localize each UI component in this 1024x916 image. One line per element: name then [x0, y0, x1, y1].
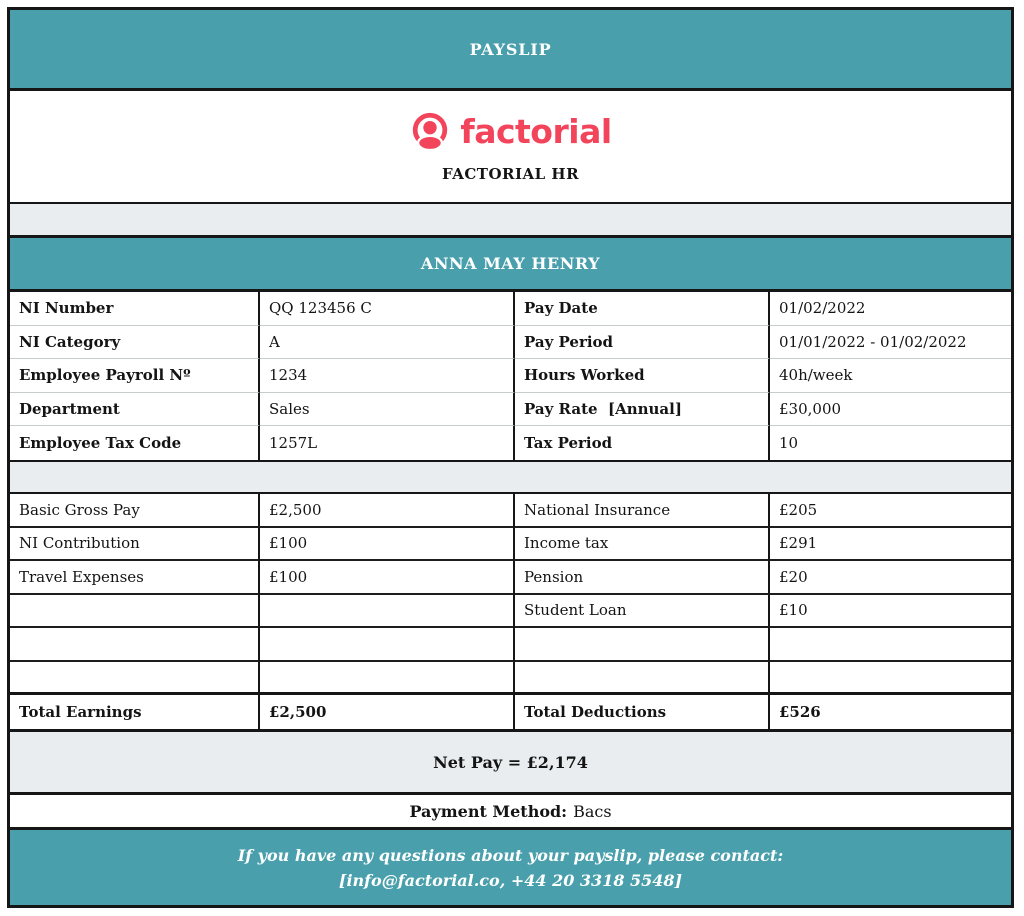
info-value: 01/01/2022 - 01/02/2022: [770, 326, 1011, 360]
payment-method-label: Payment Method:: [409, 801, 568, 821]
footer-line-1: If you have any questions about your payslip, please contact:: [237, 845, 784, 865]
info-value: A: [260, 326, 515, 360]
deduction-label: Income tax: [515, 528, 770, 562]
factorial-person-icon: [409, 110, 451, 156]
earning-label: [10, 662, 260, 696]
info-value: 01/02/2022: [770, 292, 1011, 326]
info-label: Pay Date: [515, 292, 770, 326]
info-label: Tax Period: [515, 426, 770, 460]
info-value: QQ 123456 C: [260, 292, 515, 326]
employee-name-band: [10, 235, 1011, 289]
net-pay-text: Net Pay = £2,174: [433, 752, 588, 772]
deduction-label: Pension: [515, 561, 770, 595]
contact-footer: [10, 827, 1011, 905]
earnings-deductions-table: [10, 492, 1011, 729]
spacer-band: [10, 460, 1011, 492]
employee-info-table: [10, 289, 1011, 460]
total-earnings-label: Total Earnings: [10, 695, 260, 729]
deduction-value: [770, 628, 1011, 662]
info-label: Hours Worked: [515, 359, 770, 393]
earning-label: [10, 628, 260, 662]
payment-method-band: [10, 792, 1011, 827]
deduction-value: £20: [770, 561, 1011, 595]
info-value: 1234: [260, 359, 515, 393]
deduction-label: [515, 628, 770, 662]
payment-method-value: Bacs: [573, 801, 612, 821]
deduction-value: [770, 662, 1011, 696]
earning-value: [260, 628, 515, 662]
info-value: Sales: [260, 393, 515, 427]
deduction-label: [515, 662, 770, 696]
total-deductions-value: £526: [779, 703, 821, 721]
info-label: Department: [10, 393, 260, 427]
deduction-label: Student Loan: [515, 595, 770, 629]
info-value: £30,000: [770, 393, 1011, 427]
spacer-band: [10, 202, 1011, 235]
info-label: Pay Rate [Annual]: [515, 393, 770, 427]
deduction-value: £10: [770, 595, 1011, 629]
deduction-value: £205: [770, 494, 1011, 528]
info-label: NI Number: [10, 292, 260, 326]
payslip-title: PAYSLIP: [469, 39, 552, 59]
company-section: [10, 88, 1011, 202]
info-value: 10: [779, 434, 799, 453]
factorial-logo: [409, 110, 611, 156]
info-label: Pay Period: [515, 326, 770, 360]
earning-label: [10, 595, 260, 629]
factorial-wordmark: factorial: [460, 111, 612, 151]
earning-label: Basic Gross Pay: [10, 494, 260, 528]
payslip-document: [7, 7, 1014, 908]
earning-value: [260, 595, 515, 629]
earning-value: £2,500: [260, 494, 515, 528]
total-deductions-label: Total Deductions: [515, 695, 770, 729]
info-value: 40h/week: [770, 359, 1011, 393]
info-label: NI Category: [10, 326, 260, 360]
earning-value: £100: [260, 528, 515, 562]
info-value: 1257L: [260, 426, 515, 460]
footer-line-2: [info@factorial.co, +44 20 3318 5548]: [338, 870, 683, 890]
company-name: FACTORIAL HR: [441, 165, 580, 183]
info-label: Employee Tax Code: [10, 426, 260, 460]
deduction-value: £291: [770, 528, 1011, 562]
info-label: Employee Payroll Nº: [10, 359, 260, 393]
earning-label: NI Contribution: [10, 528, 260, 562]
earning-value: £100: [260, 561, 515, 595]
net-pay-band: [10, 729, 1011, 792]
earning-value: [260, 662, 515, 696]
total-earnings-value: £2,500: [260, 695, 515, 729]
payslip-title-band: [10, 10, 1011, 88]
earning-label: Travel Expenses: [10, 561, 260, 595]
employee-name: ANNA MAY HENRY: [420, 254, 601, 273]
deduction-label: National Insurance: [515, 494, 770, 528]
